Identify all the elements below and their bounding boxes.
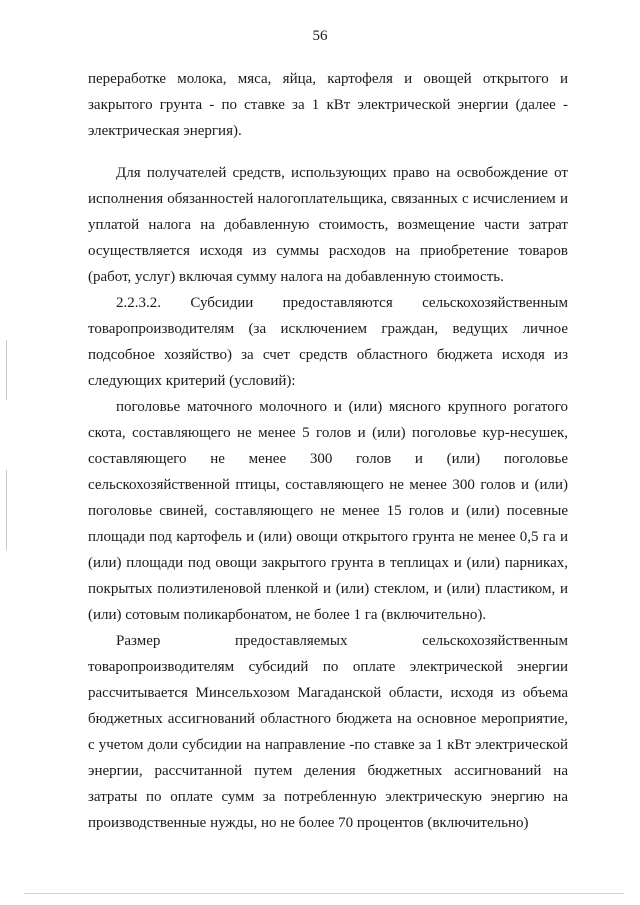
text-line: покрытых полиэтиленовой пленкой и (или) стеклом, и (или) пластиком, и <box>88 581 568 597</box>
text-line: рассчитывается Минсельхозом Магаданской области, исходя из объема <box>88 685 568 701</box>
text-line: затраты по оплате сумм за потребленную электрическую энергию на <box>88 789 568 805</box>
paragraph-subsidy-criteria <box>88 290 568 394</box>
text-line: с учетом доли субсидии на направление -по ставке за 1 кВт электрической <box>88 737 568 753</box>
text-line: электрическая энергия). <box>88 123 242 139</box>
text-line: скота, составляющего не менее 5 голов и (или) поголовье кур-несушек, <box>88 425 568 441</box>
text-line: энергии, рассчитанной путем деления бюджетных ассигнований на <box>88 763 568 779</box>
paragraph-vat-exemption <box>88 160 568 290</box>
text-line: составляющего не менее 300 голов и (или) поголовье <box>88 451 568 467</box>
text-line: (или) сотовым поликарбонатом, не более 1 га (включительно). <box>88 607 487 623</box>
document-body <box>88 66 568 836</box>
paragraph-processing <box>88 66 568 144</box>
text-line: подсобное хозяйство) за счет средств областного бюджета исходя из <box>88 347 568 363</box>
text-line: (работ, услуг) включая сумму налога на добавленную стоимость. <box>88 269 504 285</box>
text-line: уплатой налога на добавленную стоимость, возмещение части затрат <box>88 217 568 233</box>
scan-bottom-line <box>24 893 624 894</box>
scan-edge-mark <box>6 340 7 400</box>
text-line: Размер предоставляемых сельскохозяйственным <box>116 633 568 649</box>
text-line: закрытого грунта - по ставке за 1 кВт электрической энергии (далее - <box>88 97 568 113</box>
text-line: осуществляется исходя из суммы расходов на приобретение товаров <box>88 243 568 259</box>
text-line: бюджетных ассигнований областного бюджета на основное мероприятие, <box>88 711 568 727</box>
text-line: поголовье маточного молочного и (или) мясного крупного рогатого <box>116 399 568 415</box>
paragraph-livestock-conditions <box>88 394 568 628</box>
text-line: переработке молока, мяса, яйца, картофеля и овощей открытого и <box>88 71 568 87</box>
paragraph-subsidy-amount <box>88 628 568 836</box>
text-line: Для получателей средств, использующих право на освобождение от <box>116 165 568 181</box>
text-line: сельскохозяйственной птицы, составляющего не менее 300 голов и (или) <box>88 477 568 493</box>
text-line: исполнения обязанностей налогоплательщика, связанных с исчислением и <box>88 191 568 207</box>
text-line: следующих критерий (условий): <box>88 373 296 389</box>
text-line: площади под картофель и (или) овощи открытого грунта не менее 0,5 га и <box>88 529 568 545</box>
text-line: товаропроизводителям субсидий по оплате электрической энергии <box>88 659 568 675</box>
text-line: (или) площади под овощи закрытого грунта в теплицах и (или) парниках, <box>88 555 568 571</box>
text-line: 2.2.3.2. Субсидии предоставляются сельскохозяйственным <box>116 295 568 311</box>
text-line: производственные нужды, но не более 70 процентов (включительно) <box>88 815 529 831</box>
text-line: поголовье свиней, составляющего не менее 15 голов и (или) посевные <box>88 503 568 519</box>
text-line: товаропроизводителям (за исключением граждан, ведущих личное <box>88 321 568 337</box>
scan-edge-mark <box>6 470 7 550</box>
page-number: 56 <box>312 28 328 44</box>
